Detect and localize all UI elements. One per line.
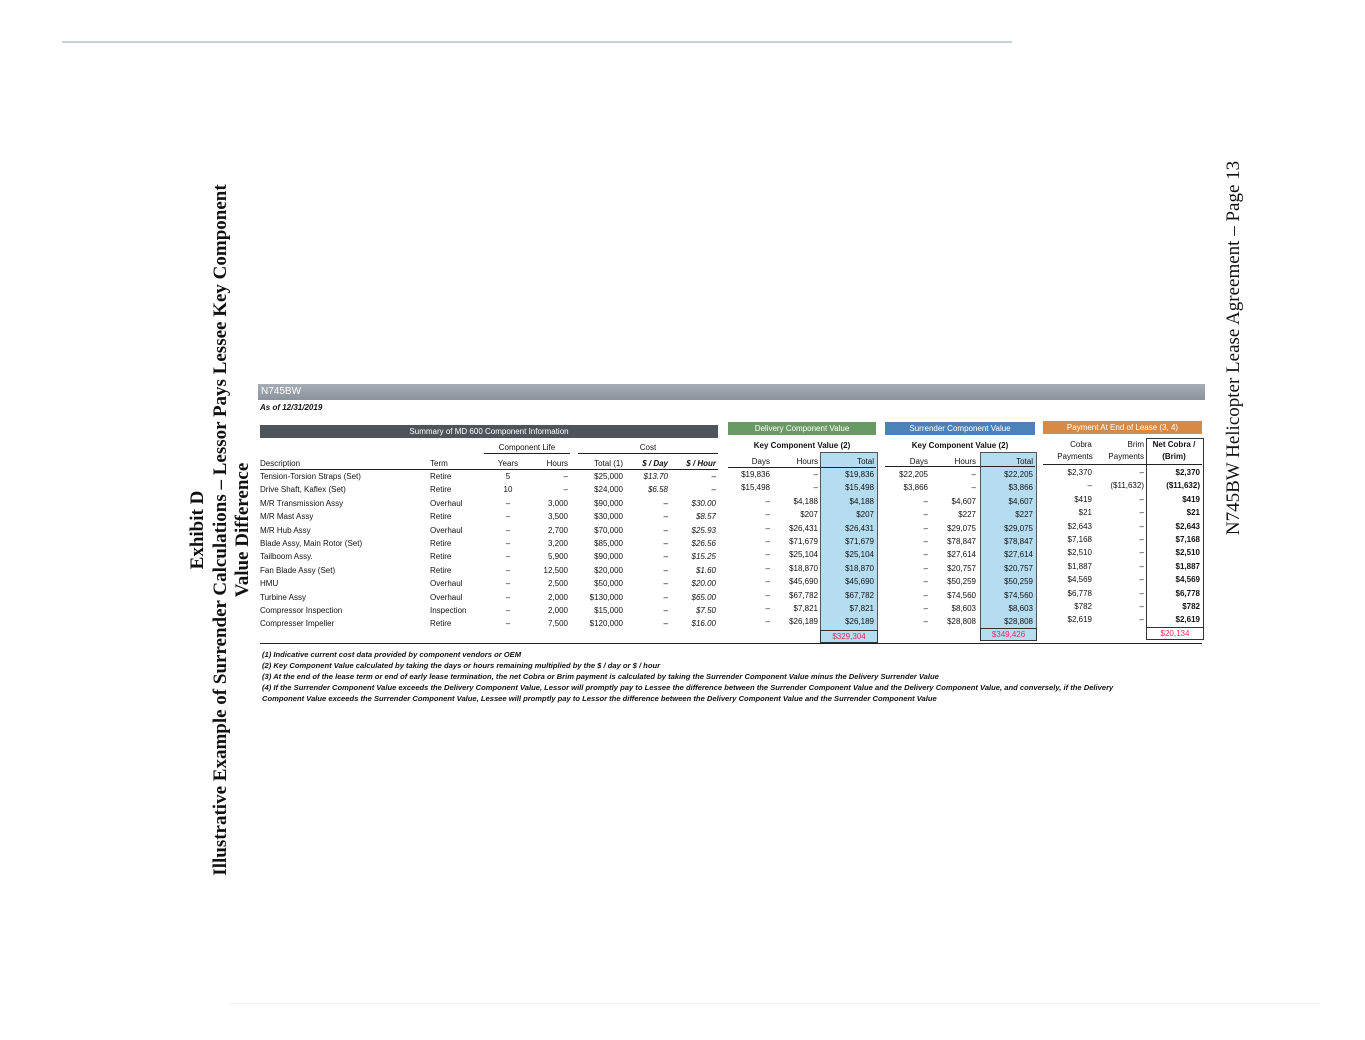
- cell-total-cost: $70,000: [594, 525, 623, 535]
- cell-surrender-days: –: [923, 604, 928, 613]
- cost-header: Cost: [639, 443, 657, 452]
- cell-delivery-days: –: [765, 510, 770, 520]
- cell-term: Retire: [430, 565, 452, 575]
- cell-hours: –: [563, 485, 568, 495]
- cell-description: M/R Transmission Assy: [260, 498, 344, 508]
- exhibit-subtitle-line2: Value Difference: [232, 462, 253, 598]
- cell-total-cost: $90,000: [594, 498, 623, 508]
- col-per-day: $ / Day: [642, 459, 668, 468]
- cell-per-day: –: [663, 552, 668, 562]
- cell-per-day: $13.70: [643, 472, 668, 481]
- cell-surrender-hours: $4,607: [951, 496, 976, 506]
- footnote-4: (4) If the Surrender Component Value exceeds the Delivery Component Value, Lessor will promptly pay to Lessee the difference between the Surrender Component Value and the Delivery Component Value, and conversely, if the Delivery: [262, 683, 1114, 692]
- cell-delivery-days: –: [765, 617, 770, 627]
- cell-brim: ($11,632): [1110, 481, 1144, 491]
- cell-hours: 2,000: [547, 606, 568, 615]
- cell-term: Retire: [430, 472, 452, 481]
- cell-delivery-hours: $4,188: [793, 496, 818, 506]
- cell-cobra: $2,643: [1067, 521, 1092, 531]
- cell-total-cost: $120,000: [589, 619, 623, 629]
- cell-per-hour: $16.00: [691, 619, 716, 629]
- surrender-section-header: Surrender Component Value: [885, 422, 1035, 435]
- cell-cobra: $782: [1074, 602, 1092, 611]
- cell-surrender-total: $50,259: [1004, 577, 1033, 587]
- col-delivery-days: Days: [751, 457, 770, 466]
- cell-surrender-total: $8,603: [1008, 604, 1033, 613]
- cell-net: $4,569: [1175, 575, 1200, 585]
- cell-hours: 3,000: [547, 498, 568, 508]
- summary-section-header: Summary of MD 600 Component Information: [260, 425, 718, 438]
- scan-artifact-line: [62, 41, 1012, 43]
- surrender-key-value-header: Key Component Value (2): [911, 441, 1009, 450]
- cell-description: Compressor Inspection: [260, 606, 343, 615]
- cell-cobra: $1,887: [1067, 561, 1092, 571]
- cell-delivery-total: $26,431: [845, 523, 874, 533]
- cell-years: –: [505, 552, 511, 562]
- cell-net: $419: [1182, 494, 1200, 504]
- delivery-key-value-header: Key Component Value (2): [753, 441, 851, 450]
- payment-section-header: Payment At End of Lease (3, 4): [1043, 421, 1202, 434]
- col-delivery-hours: Hours: [796, 457, 818, 466]
- cell-surrender-days: –: [923, 550, 928, 560]
- cell-description: Fan Blade Assy (Set): [260, 565, 336, 575]
- col-total-cost: Total (1): [594, 459, 623, 468]
- cell-delivery-days: –: [765, 563, 770, 573]
- cell-surrender-total: $3,866: [1008, 483, 1033, 493]
- cell-term: Inspection: [430, 606, 467, 615]
- cell-term: Overhaul: [430, 498, 463, 508]
- cell-years: –: [505, 539, 511, 548]
- cell-surrender-hours: $29,075: [947, 523, 976, 533]
- cell-cobra: $21: [1078, 508, 1092, 518]
- cell-surrender-hours: $27,614: [947, 550, 976, 560]
- cell-hours: 7,500: [547, 619, 568, 629]
- surrender-grand-total: $349,426: [980, 628, 1037, 641]
- cell-surrender-days: $3,866: [903, 483, 928, 493]
- cell-surrender-total: $28,808: [1004, 617, 1033, 627]
- cell-per-day: –: [663, 579, 668, 589]
- col-hours: Hours: [546, 459, 568, 468]
- cell-surrender-days: –: [923, 577, 928, 587]
- cell-brim: –: [1139, 508, 1144, 518]
- col-delivery-total: Total: [857, 457, 874, 466]
- cell-term: Retire: [430, 512, 452, 522]
- cell-per-hour: –: [711, 472, 716, 481]
- net-header: Net Cobra /: [1152, 440, 1196, 449]
- cell-delivery-total: $45,690: [845, 577, 874, 587]
- cell-delivery-total: $26,189: [845, 617, 874, 627]
- cell-delivery-days: –: [765, 550, 770, 560]
- cell-surrender-days: –: [923, 590, 928, 600]
- cell-description: Tailboom Assy.: [260, 552, 313, 562]
- cell-years: –: [505, 498, 511, 508]
- cell-hours: 3,500: [547, 512, 568, 522]
- footnote-4-cont: Component Value exceeds the Surrender Component Value, Lessee will promptly pay to Lessor the difference between the Delivery Component Value and the Surrender Component Value: [262, 694, 937, 703]
- cell-delivery-hours: $26,189: [789, 617, 818, 627]
- cell-surrender-hours: –: [971, 470, 976, 479]
- cell-surrender-total: $4,607: [1008, 496, 1033, 506]
- cell-surrender-hours: $28,808: [947, 617, 976, 627]
- cell-delivery-hours: $45,690: [789, 577, 818, 587]
- cell-delivery-total: $4,188: [849, 496, 874, 506]
- col-surrender-days: Days: [909, 457, 928, 466]
- cell-surrender-days: –: [923, 523, 928, 533]
- cell-delivery-days: –: [765, 604, 770, 613]
- cell-delivery-days: –: [765, 590, 770, 600]
- page-footer-title: N745BW Helicopter Lease Agreement – Page 13: [1223, 160, 1244, 536]
- cell-net: $7,168: [1175, 535, 1200, 544]
- table-bottom-rule: [260, 643, 1202, 644]
- cell-brim: –: [1139, 615, 1144, 625]
- cell-description: Compresser Impeller: [260, 619, 335, 629]
- cell-per-hour: $26.56: [691, 539, 716, 548]
- cell-surrender-total: $227: [1015, 510, 1033, 520]
- cell-hours: 3,200: [547, 539, 568, 548]
- cell-hours: –: [563, 472, 568, 481]
- cell-description: HMU: [260, 579, 279, 589]
- cell-surrender-total: $20,757: [1004, 563, 1033, 573]
- cell-delivery-total: $19,836: [845, 470, 874, 479]
- cell-delivery-days: $19,836: [741, 470, 770, 479]
- cell-years: –: [505, 619, 511, 629]
- aircraft-banner: N745BW: [258, 384, 1205, 400]
- cell-years: –: [505, 579, 511, 589]
- cell-hours: 2,000: [547, 592, 568, 602]
- cell-per-hour: $25.93: [691, 525, 716, 535]
- divider: [578, 453, 718, 454]
- cell-cobra: $2,619: [1067, 615, 1092, 625]
- as-of-date: As of 12/31/2019: [260, 403, 323, 412]
- cell-surrender-hours: $8,603: [951, 604, 976, 613]
- cell-surrender-days: –: [923, 617, 928, 627]
- cell-delivery-days: $15,498: [741, 483, 770, 493]
- header-rule: [885, 466, 1035, 467]
- cell-delivery-hours: –: [813, 483, 818, 493]
- cell-delivery-total: $18,870: [845, 563, 874, 573]
- cell-per-day: –: [663, 525, 668, 535]
- col-per-hour: $ / Hour: [686, 459, 716, 468]
- cell-years: –: [505, 565, 511, 575]
- cell-brim: –: [1139, 548, 1144, 558]
- cell-surrender-hours: $78,847: [947, 537, 976, 546]
- cell-brim: –: [1139, 575, 1144, 585]
- cell-per-day: –: [663, 619, 668, 629]
- cell-brim: –: [1139, 468, 1144, 477]
- col-term: Term: [430, 459, 448, 468]
- cell-surrender-hours: $74,560: [947, 590, 976, 600]
- cell-per-hour: $1.60: [695, 565, 716, 575]
- cell-description: Tension-Torsion Straps (Set): [260, 472, 361, 481]
- cell-total-cost: $20,000: [594, 565, 623, 575]
- cell-term: Overhaul: [430, 525, 463, 535]
- cell-surrender-hours: –: [971, 483, 976, 493]
- cell-delivery-hours: $7,821: [793, 604, 818, 613]
- cell-net: $2,370: [1175, 468, 1200, 477]
- cell-description: Turbine Assy: [260, 592, 306, 602]
- cobra-header-2: Payments: [1057, 452, 1093, 461]
- cell-brim: –: [1139, 494, 1144, 504]
- cell-surrender-hours: $227: [958, 510, 976, 520]
- cell-hours: 2,500: [547, 579, 568, 589]
- component-life-header: Component Life: [498, 443, 556, 452]
- brim-header-2: Payments: [1108, 452, 1144, 461]
- cell-delivery-hours: $26,431: [789, 523, 818, 533]
- cell-brim: –: [1139, 561, 1144, 571]
- cell-total-cost: $25,000: [594, 472, 623, 481]
- cell-surrender-total: $27,614: [1004, 550, 1033, 560]
- cell-delivery-hours: –: [813, 470, 818, 479]
- cell-net: ($11,632): [1166, 481, 1200, 491]
- cell-cobra: $419: [1074, 494, 1092, 504]
- cell-delivery-hours: $25,104: [789, 550, 818, 560]
- cell-delivery-days: –: [765, 523, 770, 533]
- cell-cobra: $7,168: [1067, 535, 1092, 544]
- cell-description: Blade Assy, Main Rotor (Set): [260, 539, 363, 548]
- col-surrender-total: Total: [1016, 457, 1033, 466]
- footnote-1: (1) Indicative current cost data provided by component vendors or OEM: [262, 650, 522, 659]
- cell-total-cost: $85,000: [594, 539, 623, 548]
- cell-delivery-total: $207: [856, 510, 874, 520]
- cell-cobra: $2,510: [1067, 548, 1092, 558]
- cell-per-day: –: [663, 606, 668, 615]
- net-header-2: (Brim): [1162, 452, 1186, 461]
- cell-per-day: $6.58: [647, 485, 668, 495]
- delivery-section-header: Delivery Component Value: [728, 422, 876, 435]
- cell-net: $2,643: [1175, 521, 1200, 531]
- cell-cobra: $6,778: [1067, 588, 1092, 598]
- cell-delivery-total: $71,679: [845, 537, 874, 546]
- net-grand-total: $20,134: [1146, 627, 1204, 640]
- cell-total-cost: $130,000: [589, 592, 623, 602]
- cell-years: 10: [503, 485, 513, 495]
- cell-term: Overhaul: [430, 579, 463, 589]
- cell-cobra: $4,569: [1067, 575, 1092, 585]
- cell-per-day: –: [663, 539, 668, 548]
- cell-net: $6,778: [1175, 588, 1200, 598]
- header-rule: [728, 467, 876, 468]
- cell-surrender-total: $74,560: [1004, 590, 1033, 600]
- footnote-3: (3) At the end of the lease term or end of early lease termination, the net Cobra or Brim payment is calculated by taking the Surrender Component Value minus the Delivery Surrender Value: [262, 672, 939, 681]
- cell-per-hour: $7.50: [695, 606, 716, 615]
- cell-term: Retire: [430, 552, 452, 562]
- cell-per-hour: $20.00: [691, 579, 716, 589]
- cell-surrender-hours: $20,757: [947, 563, 976, 573]
- delivery-grand-total: $329,304: [820, 630, 878, 643]
- cell-per-hour: $65.00: [691, 592, 716, 602]
- cell-years: –: [505, 606, 511, 615]
- cell-surrender-total: $29,075: [1004, 523, 1033, 533]
- cell-term: Overhaul: [430, 592, 463, 602]
- cell-delivery-total: $15,498: [845, 483, 874, 493]
- cell-surrender-total: $78,847: [1004, 537, 1033, 546]
- cell-delivery-days: –: [765, 537, 770, 546]
- cell-total-cost: $30,000: [594, 512, 623, 522]
- cell-surrender-days: –: [923, 510, 928, 520]
- cell-hours: 2,700: [547, 525, 568, 535]
- footnote-2: (2) Key Component Value calculated by taking the days or hours remaining multiplied by the $ / day or $ / hour: [262, 661, 661, 670]
- cell-term: Retire: [430, 485, 452, 495]
- divider: [484, 453, 570, 454]
- cell-brim: –: [1139, 588, 1144, 598]
- cell-delivery-days: –: [765, 577, 770, 587]
- cell-net: $21: [1186, 508, 1200, 518]
- cell-per-hour: $30.00: [691, 498, 716, 508]
- cell-net: $782: [1182, 602, 1200, 611]
- cell-surrender-hours: $50,259: [947, 577, 976, 587]
- cell-surrender-days: –: [923, 537, 928, 546]
- cell-delivery-hours: $71,679: [789, 537, 818, 546]
- cell-total-cost: $24,000: [594, 485, 623, 495]
- cell-per-day: –: [663, 592, 668, 602]
- cell-surrender-days: $22,205: [899, 470, 928, 479]
- cell-surrender-total: $22,205: [1004, 470, 1033, 479]
- cell-delivery-total: $67,782: [845, 590, 874, 600]
- exhibit-title: Exhibit D: [187, 490, 208, 570]
- cell-surrender-days: –: [923, 563, 928, 573]
- scan-artifact-line-bottom: [230, 1003, 1320, 1004]
- cell-net: $2,619: [1175, 615, 1200, 625]
- cell-delivery-total: $25,104: [845, 550, 874, 560]
- cell-description: M/R Hub Assy: [260, 525, 311, 535]
- cell-total-cost: $90,000: [594, 552, 623, 562]
- cell-total-cost: $50,000: [594, 579, 623, 589]
- cobra-header: Cobra: [1070, 440, 1092, 449]
- cell-cobra: $2,370: [1067, 468, 1092, 477]
- header-rule: [260, 469, 718, 470]
- cell-per-hour: $15.25: [691, 552, 716, 562]
- cell-description: M/R Mast Assy: [260, 512, 314, 522]
- cell-brim: –: [1139, 535, 1144, 544]
- cell-delivery-hours: $67,782: [789, 590, 818, 600]
- cell-years: –: [505, 592, 511, 602]
- cell-net: $1,887: [1175, 561, 1200, 571]
- cell-per-hour: –: [711, 485, 716, 495]
- cell-years: 5: [505, 472, 511, 481]
- cell-delivery-total: $7,821: [849, 604, 874, 613]
- exhibit-subtitle-line1: Illustrative Example of Surrender Calculations – Lessor Pays Lessee Key Component: [210, 184, 231, 876]
- header-rule: [1043, 464, 1202, 465]
- cell-hours: 5,900: [547, 552, 568, 562]
- cell-hours: 12,500: [543, 565, 568, 575]
- cell-total-cost: $15,000: [594, 606, 623, 615]
- cell-per-day: –: [663, 565, 668, 575]
- brim-header: Brim: [1127, 440, 1144, 449]
- col-surrender-hours: Hours: [954, 457, 976, 466]
- cell-surrender-days: –: [923, 496, 928, 506]
- col-description: Description: [260, 459, 301, 468]
- cell-delivery-days: –: [765, 496, 770, 506]
- cell-delivery-hours: $207: [800, 510, 818, 520]
- cell-description: Drive Shaft, Kaflex (Set): [260, 485, 346, 495]
- cell-net: $2,510: [1175, 548, 1200, 558]
- cell-term: Retire: [430, 539, 452, 548]
- cell-term: Retire: [430, 619, 452, 629]
- cell-per-hour: $8.57: [695, 512, 716, 522]
- cell-per-day: –: [663, 512, 668, 522]
- col-years: Years: [497, 459, 519, 468]
- cell-brim: –: [1139, 521, 1144, 531]
- cell-cobra: –: [1087, 481, 1092, 491]
- cell-years: –: [505, 512, 511, 522]
- cell-delivery-hours: $18,870: [789, 563, 818, 573]
- cell-years: –: [505, 525, 511, 535]
- cell-brim: –: [1139, 602, 1144, 611]
- cell-per-day: –: [663, 498, 668, 508]
